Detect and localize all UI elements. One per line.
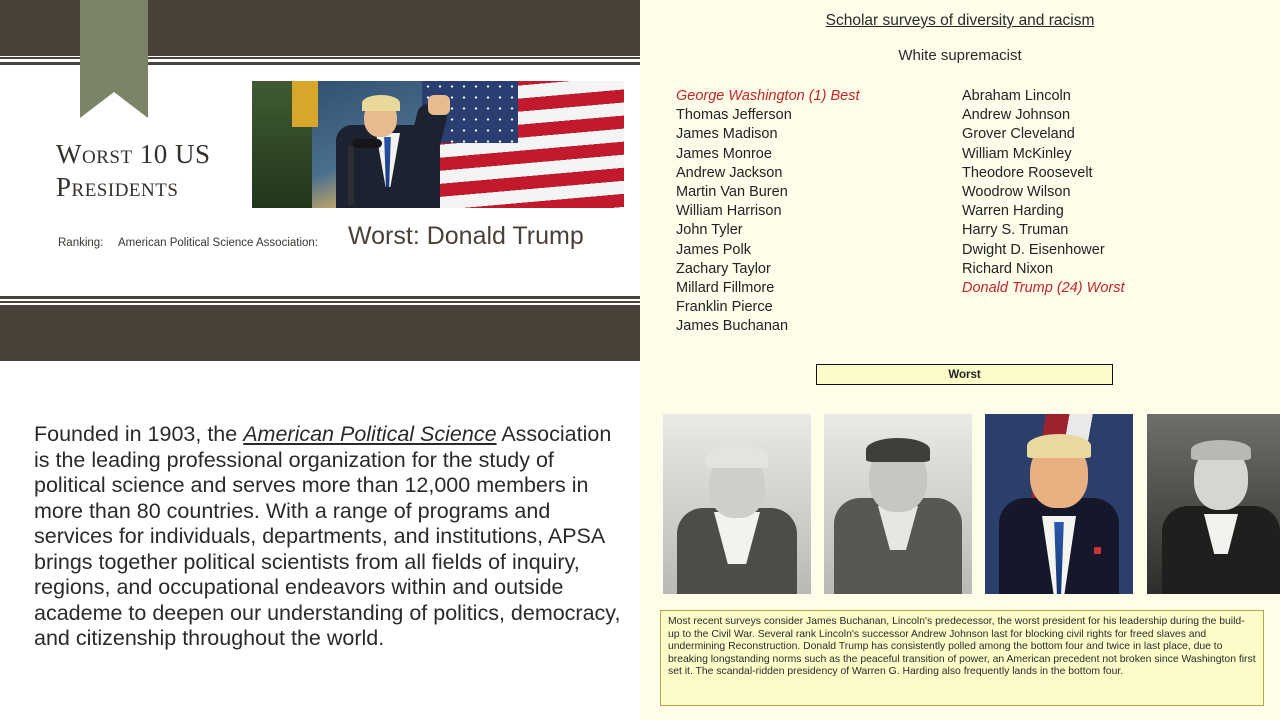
- worst-bar-label: Worst: [948, 368, 981, 381]
- president-list-column-right: [962, 87, 1232, 298]
- president-list-item: James Monroe: [676, 145, 772, 162]
- right-panel-title: Scholar surveys of diversity and racism: [825, 12, 1095, 29]
- portrait-hair: [706, 446, 768, 468]
- divider-rule-bottom-2: [0, 301, 640, 303]
- photo-figure-hair: [362, 95, 400, 111]
- photo-yellow-accent: [292, 81, 318, 127]
- president-list-item: John Tyler: [676, 222, 743, 239]
- ranking-source: American Political Science Association:: [117, 237, 319, 249]
- president-list-item: Grover Cleveland: [962, 126, 1075, 143]
- paragraph-part-1: Founded in 1903, the: [34, 422, 244, 446]
- president-list-item: Zachary Taylor: [676, 260, 771, 277]
- portrait-andrew-johnson: [824, 414, 972, 594]
- survey-note-box: Most recent surveys consider James Buchanan, Lincoln's predecessor, the worst president for his leadership during the build-up to the Civil War. Several rank Lincoln's successor Andrew Johnson last for blocking civil rights for freed slaves and undermining Reconstruction. Donald Trump has consistently polled among the bottom four and twice in last place, due to breaking longstanding norms such as the peaceful transition of power, an American precedent not broken since Washington first set it. The scandal-ridden presidency of Warren G. Harding also frequently lands in the bottom four.: [660, 610, 1264, 706]
- president-list-item: James Buchanan: [676, 318, 789, 335]
- paragraph-part-2: Association is the leading professional organization for the study of political science and serves more than 12,000 members in more than 80 countries. With a range of programs and services for individuals, departments, and institutions, APSA brings together political scientists from all fields of inquiry, regions, and occupational endeavors within and outside academe to deepen our understanding of politics, democracy, and citizenship throughout the world.: [34, 422, 621, 650]
- president-list-column-left: [676, 87, 926, 337]
- portrait-hair: [1027, 434, 1091, 458]
- president-list-item: Donald Trump (24) Worst: [962, 280, 1125, 297]
- portrait-james-buchanan: [663, 414, 811, 594]
- president-list-item: Richard Nixon: [962, 260, 1054, 277]
- president-list-item: Abraham Lincoln: [962, 88, 1071, 104]
- president-list-item: William McKinley: [962, 145, 1072, 162]
- trump-rally-photo: [252, 81, 624, 208]
- president-list-item: Warren Harding: [962, 203, 1064, 220]
- ranking-source-line: [58, 237, 318, 249]
- page-title-line1: Worst 10 US: [56, 139, 211, 169]
- bottom-band: [0, 305, 640, 361]
- paragraph-emphasis: American Political Science: [243, 422, 497, 446]
- ribbon-decoration: [80, 0, 148, 118]
- president-list-item: Theodore Roosevelt: [962, 164, 1093, 181]
- ranking-label: Ranking:: [58, 237, 104, 249]
- worst-label-bar: [816, 364, 1113, 385]
- divider-rule-bottom-1: [0, 296, 640, 299]
- president-list-item: Andrew Jackson: [676, 164, 783, 181]
- president-list-item: Dwight D. Eisenhower: [962, 241, 1105, 258]
- president-list-item: James Madison: [676, 126, 778, 143]
- us-flag-graphic: [422, 81, 624, 208]
- president-list-item: Millard Fillmore: [676, 280, 775, 297]
- president-list-item: James Polk: [676, 241, 751, 258]
- portrait-hair: [866, 438, 930, 462]
- president-list-item: William Harrison: [676, 203, 782, 220]
- portrait-warren-harding: [1147, 414, 1280, 594]
- president-list-item: Woodrow Wilson: [962, 184, 1071, 201]
- right-panel-subtitle: White supremacist: [898, 47, 1022, 64]
- president-list-item: George Washington (1) Best: [676, 88, 860, 104]
- worst-caption: Worst: Donald Trump: [348, 222, 584, 250]
- apsa-description-paragraph: [34, 422, 630, 652]
- worst-presidents-thumbnails: [663, 414, 1258, 594]
- president-list-item: Thomas Jefferson: [676, 107, 792, 124]
- photo-microphone-stand: [348, 145, 354, 205]
- president-list-item: Franklin Pierce: [676, 299, 773, 316]
- portrait-hair: [1191, 440, 1251, 460]
- portrait-donald-trump: [985, 414, 1133, 594]
- photo-microphone: [352, 139, 382, 148]
- page-title-line2: Presidents: [56, 171, 179, 202]
- photo-figure-fist: [428, 95, 450, 115]
- president-list-item: Martin Van Buren: [676, 184, 788, 201]
- flag-lapel-pin: [1094, 547, 1101, 554]
- president-list-item: Andrew Johnson: [962, 107, 1071, 124]
- president-list-item: Harry S. Truman: [962, 222, 1069, 239]
